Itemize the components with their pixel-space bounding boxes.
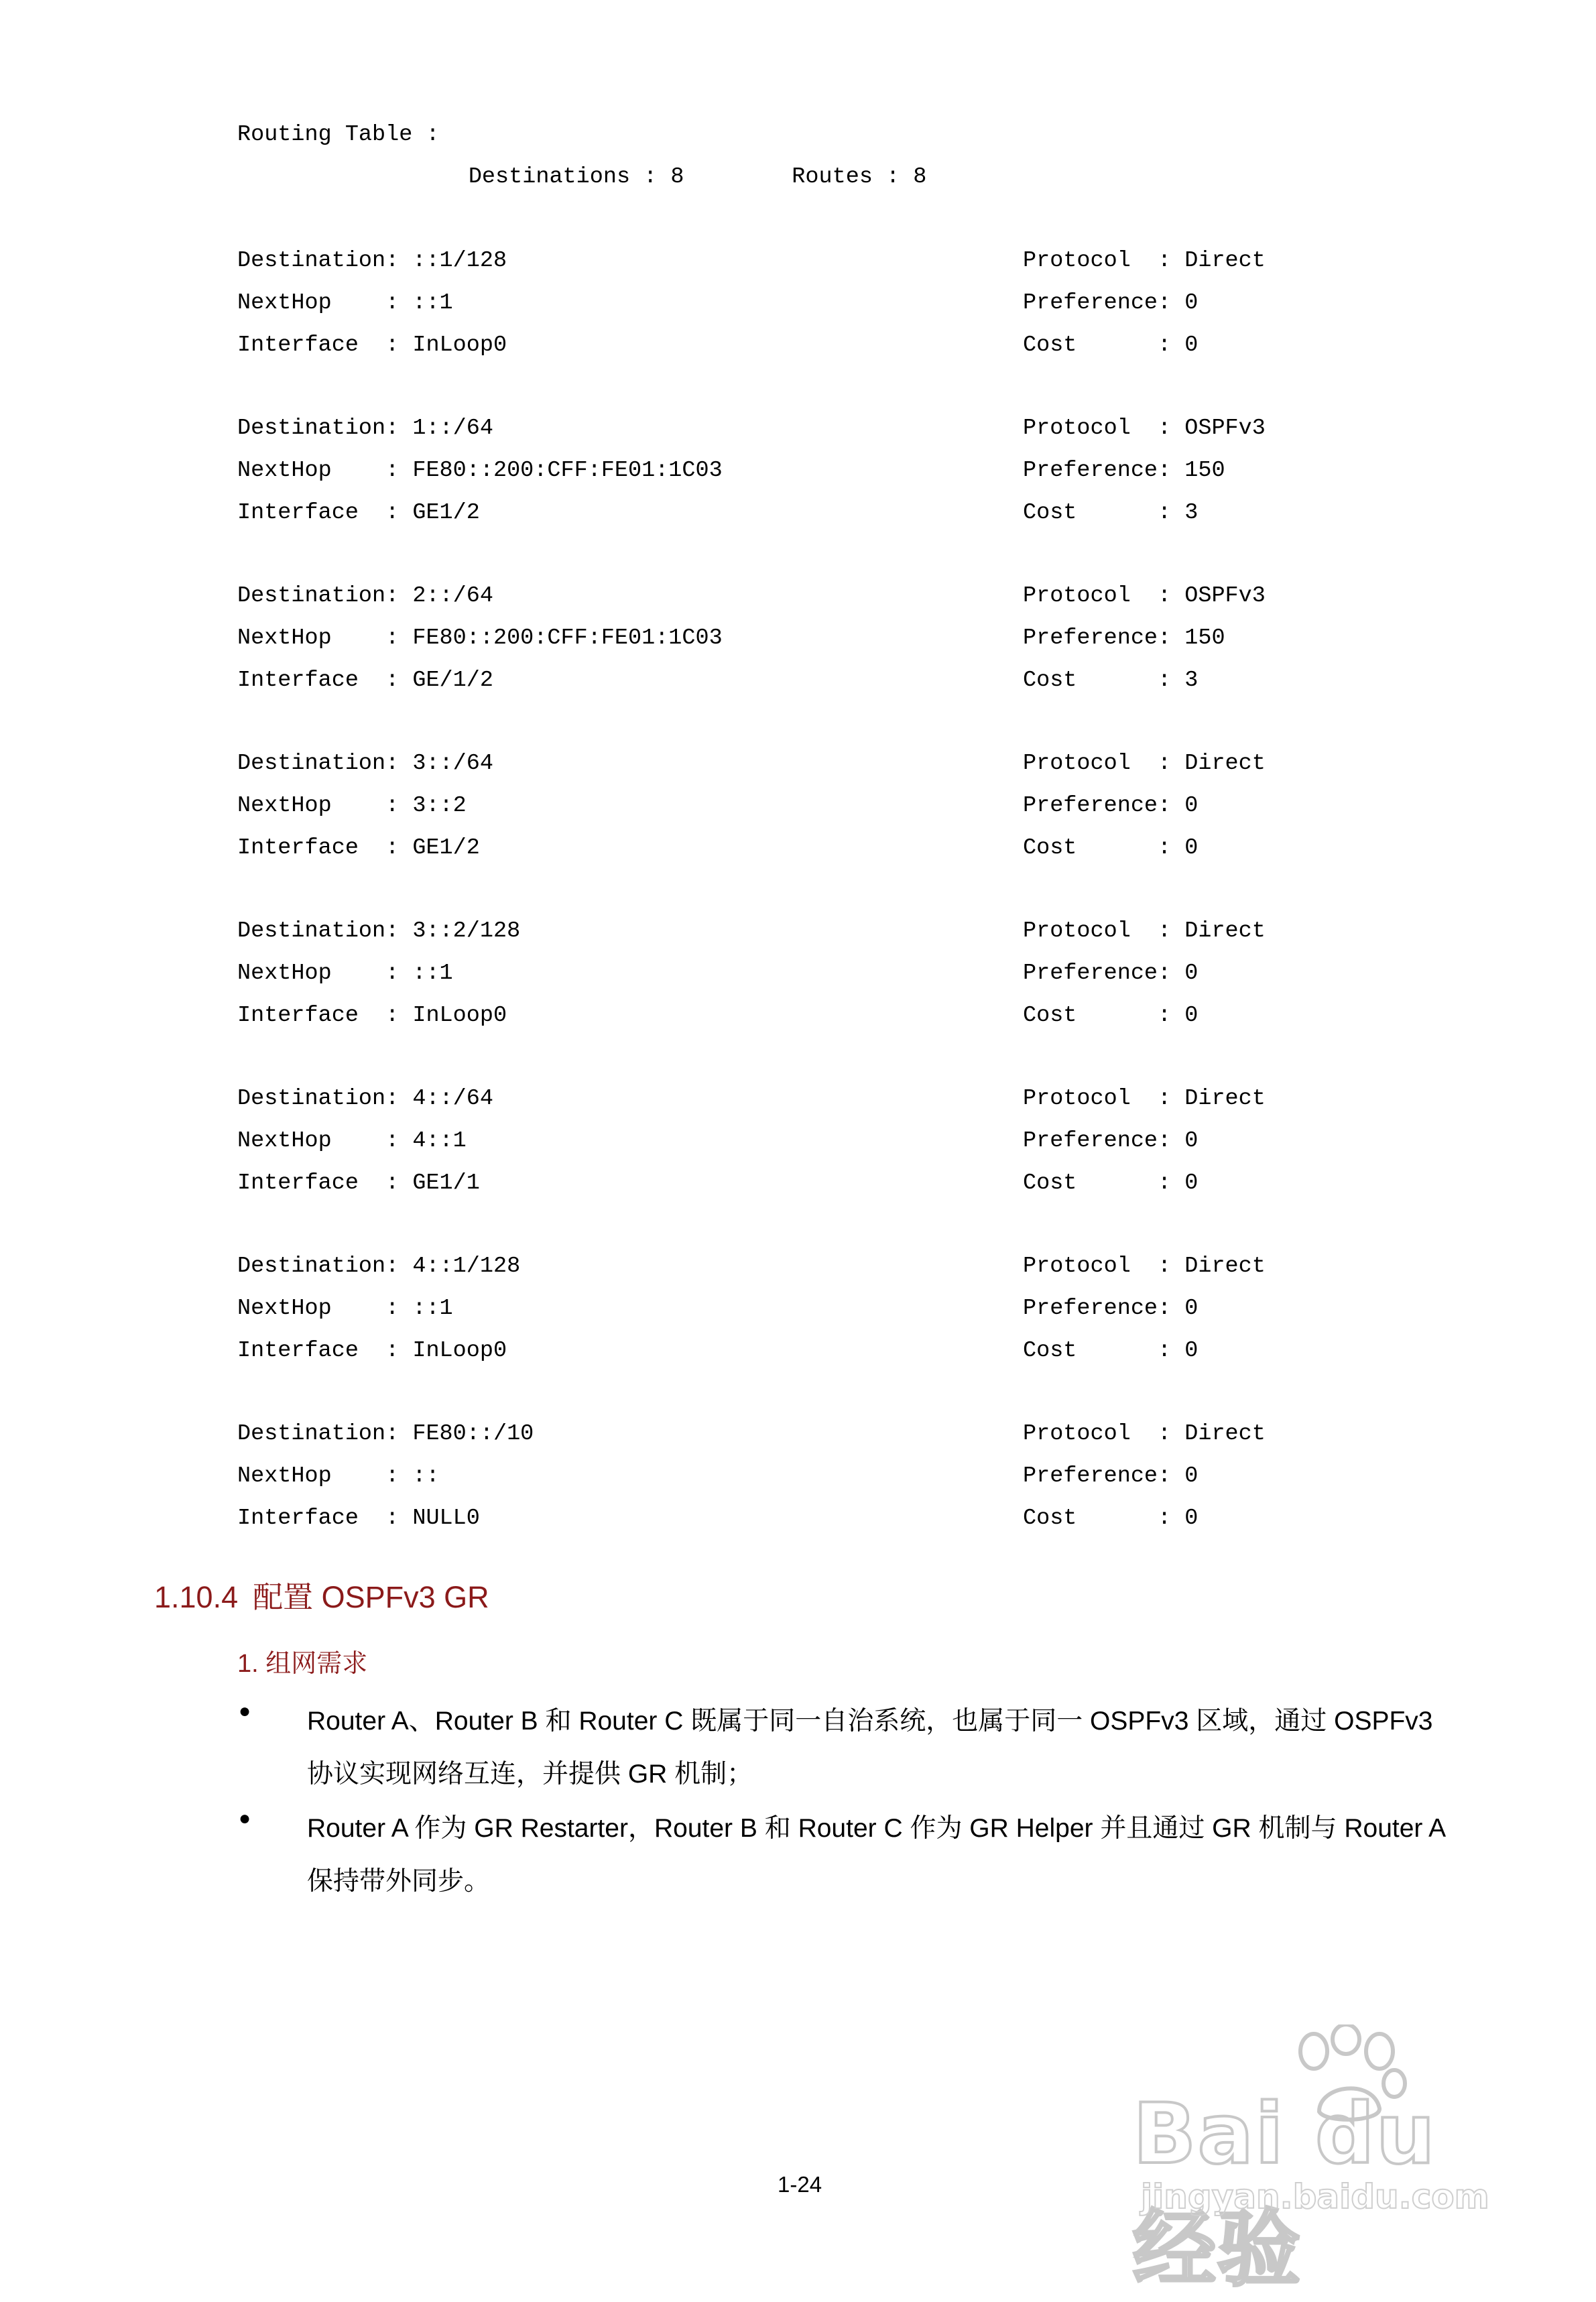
route-field-left: Interface : InLoop0 xyxy=(237,332,507,358)
route-field-left: Destination: 2::/64 xyxy=(237,583,493,609)
route-field-right: Cost : 3 xyxy=(1023,500,1199,526)
route-field-left: Interface : GE1/2 xyxy=(237,835,480,861)
route-row xyxy=(237,795,1310,822)
route-row xyxy=(237,837,1310,864)
route-field-right: Cost : 0 xyxy=(1023,1170,1199,1196)
route-row xyxy=(237,1256,1310,1282)
route-field-right: Preference: 150 xyxy=(1023,458,1225,483)
page-number: 1-24 xyxy=(778,2172,822,2197)
section-heading xyxy=(154,1573,489,1616)
route-field-right: Protocol : OSPFv3 xyxy=(1023,416,1266,441)
route-row xyxy=(237,332,1310,361)
route-field-left: Interface : GE1/2 xyxy=(237,500,480,526)
route-entry xyxy=(237,585,1310,719)
route-field-left: Interface : GE1/1 xyxy=(237,1170,480,1196)
route-field-right: Cost : 3 xyxy=(1023,668,1199,693)
route-field-left: NextHop : ::1 xyxy=(237,290,453,316)
route-row xyxy=(237,1423,1310,1450)
route-field-right: Preference: 0 xyxy=(1023,1128,1199,1154)
route-field-left: Destination: 3::2/128 xyxy=(237,918,521,944)
watermark-brand: Bai du 经验 xyxy=(1133,2086,1436,2298)
route-field-left: Destination: 1::/64 xyxy=(237,416,493,441)
route-row xyxy=(237,250,1310,277)
route-row xyxy=(237,670,1310,696)
section-title: 配置 OSPFv3 GR xyxy=(253,1580,489,1614)
route-field-left: NextHop : 3::2 xyxy=(237,793,467,819)
baidu-watermark xyxy=(1133,2024,1508,2298)
route-field-right: Protocol : Direct xyxy=(1023,1254,1266,1279)
route-field-left: Destination: FE80::/10 xyxy=(237,1421,534,1447)
route-row xyxy=(237,418,1310,444)
route-field-left: NextHop : :: xyxy=(237,1463,440,1489)
route-field-left: NextHop : FE80::200:CFF:FE01:1C03 xyxy=(237,625,723,651)
route-field-left: Destination: 3::/64 xyxy=(237,751,493,776)
route-field-right: Preference: 0 xyxy=(1023,793,1199,819)
route-row xyxy=(237,1298,1310,1325)
route-entry xyxy=(237,753,1310,887)
route-entry xyxy=(237,920,1310,1054)
route-row xyxy=(237,1130,1310,1157)
route-row xyxy=(237,1340,1310,1367)
route-row xyxy=(237,963,1310,989)
route-entry xyxy=(237,1256,1310,1390)
route-row xyxy=(237,753,1310,780)
route-field-right: Cost : 0 xyxy=(1023,332,1199,358)
route-row xyxy=(237,1005,1310,1032)
route-field-right: Cost : 0 xyxy=(1023,835,1199,861)
route-field-left: Interface : InLoop0 xyxy=(237,1003,507,1028)
route-field-right: Cost : 0 xyxy=(1023,1003,1199,1028)
route-row xyxy=(237,460,1310,487)
route-field-left: Interface : InLoop0 xyxy=(237,1338,507,1364)
route-field-right: Preference: 150 xyxy=(1023,625,1225,651)
bullet-icon: ● xyxy=(239,1700,251,1722)
route-field-left: NextHop : 4::1 xyxy=(237,1128,467,1154)
route-row xyxy=(237,1508,1310,1534)
route-field-left: Destination: ::1/128 xyxy=(237,248,507,274)
route-field-right: Preference: 0 xyxy=(1023,1296,1199,1321)
routing-table-title: Routing Table : xyxy=(237,122,440,147)
section-number: 1.10.4 xyxy=(154,1580,239,1614)
route-field-left: NextHop : ::1 xyxy=(237,1296,453,1321)
route-field-left: Destination: 4::/64 xyxy=(237,1086,493,1111)
bullet-text: Router A、Router B 和 Router C 既属于同一自治系统，也属于同一 OSPFv3 区域，通过 OSPFv3 协议实现网络互连，并提供 GR 机制； xyxy=(307,1707,1433,1789)
bullet-icon: ● xyxy=(239,1807,251,1829)
route-entry xyxy=(237,250,1310,384)
route-field-right: Cost : 0 xyxy=(1023,1338,1199,1364)
route-field-left: Interface : GE/1/2 xyxy=(237,668,493,693)
routing-table-counts: Destinations : 8 Routes : 8 xyxy=(361,164,927,190)
route-entry xyxy=(237,418,1310,552)
route-field-right: Preference: 0 xyxy=(1023,1463,1199,1489)
route-row xyxy=(237,502,1310,529)
route-field-left: NextHop : FE80::200:CFF:FE01:1C03 xyxy=(237,458,723,483)
subheading: 1. 组网需求 xyxy=(237,1650,368,1678)
route-field-right: Protocol : OSPFv3 xyxy=(1023,583,1266,609)
route-field-right: Preference: 0 xyxy=(1023,290,1199,316)
route-entry xyxy=(237,1088,1310,1222)
route-field-right: Protocol : Direct xyxy=(1023,918,1266,944)
route-field-left: Destination: 4::1/128 xyxy=(237,1254,521,1279)
route-row xyxy=(237,292,1310,319)
route-row xyxy=(237,585,1310,612)
route-field-right: Protocol : Direct xyxy=(1023,1086,1266,1111)
route-field-right: Cost : 0 xyxy=(1023,1506,1199,1531)
route-field-right: Protocol : Direct xyxy=(1023,1421,1266,1447)
watermark-url: jingyan.baidu.com xyxy=(1141,2177,1489,2216)
route-field-right: Protocol : Direct xyxy=(1023,248,1266,274)
route-row xyxy=(237,1172,1310,1199)
route-row xyxy=(237,1088,1310,1115)
route-field-left: NextHop : ::1 xyxy=(237,961,453,986)
route-row xyxy=(237,627,1310,654)
route-field-right: Preference: 0 xyxy=(1023,961,1199,986)
route-entry xyxy=(237,1423,1310,1557)
route-field-left: Interface : NULL0 xyxy=(237,1506,480,1531)
route-field-right: Protocol : Direct xyxy=(1023,751,1266,776)
route-row xyxy=(237,920,1310,947)
bullet-text: Router A 作为 GR Restarter，Router B 和 Router C 作为 GR Helper 并且通过 GR 机制与 Router A 保持带外同步。 xyxy=(307,1814,1445,1896)
route-row xyxy=(237,1465,1310,1492)
